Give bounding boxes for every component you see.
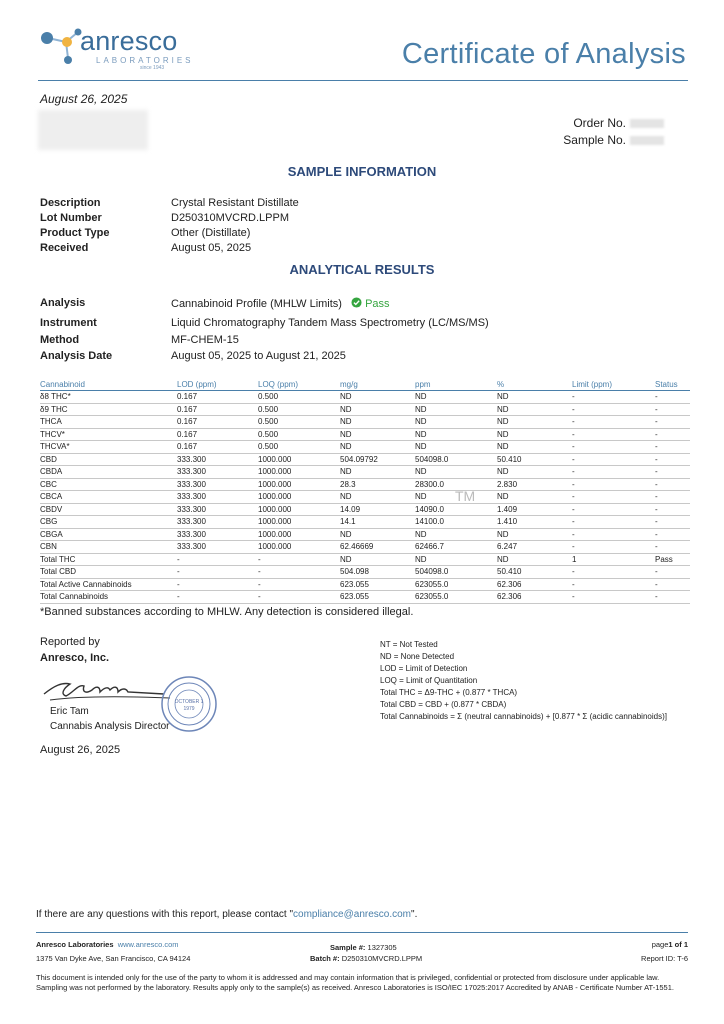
table-cell: 0.500 [258,428,340,441]
table-cell: 0.500 [258,403,340,416]
table-cell: - [655,428,690,441]
footer-sample-number: Sample #: 1327305 [330,943,397,952]
table-cell: ND [340,428,415,441]
table-row [40,553,690,566]
column-header: ppm [415,378,497,391]
table-cell: 333.300 [177,478,258,491]
table-cell: - [572,391,655,404]
table-cell: 1.410 [497,516,572,529]
legend-item: Total Cannabinoids = Σ (neutral cannabinoids) + [0.877 * Σ (acidic cannabinoids)] [380,712,667,721]
signer-name: Eric Tam [50,706,89,717]
table-cell: 14090.0 [415,503,497,516]
table-cell: - [258,578,340,591]
table-cell: ND [340,528,415,541]
table-cell: - [655,453,690,466]
table-cell: - [572,578,655,591]
table-cell: ND [497,403,572,416]
table-cell: ND [340,441,415,454]
legend-item: LOQ = Limit of Quantitation [380,676,478,685]
cannabinoid-results-table [40,378,690,604]
table-cell: ND [340,553,415,566]
table-cell: - [572,541,655,554]
table-cell: 1000.000 [258,503,340,516]
table-cell: 623055.0 [415,591,497,604]
table-cell: 333.300 [177,491,258,504]
table-cell: - [655,441,690,454]
table-cell: 50.410 [497,566,572,579]
sample-info-heading: SAMPLE INFORMATION [287,164,437,179]
sample-info-value: Crystal Resistant Distillate [171,197,299,209]
table-cell: - [177,553,258,566]
table-cell: ND [415,491,497,504]
footer-batch-number: Batch #: D250310MVCRD.LPPM [310,954,423,963]
instrument-value: Liquid Chromatography Tandem Mass Spectrometry (LC/MS/MS) [171,317,489,329]
pass-badge: Pass [365,298,390,310]
footer-report-id: Report ID: T-6 [641,954,688,963]
column-header: Cannabinoid [40,378,177,391]
table-cell: - [655,416,690,429]
sample-info-value: Other (Distillate) [171,227,251,239]
table-row [40,491,690,504]
table-cell: ND [415,528,497,541]
svg-text:OCTOBER 1: OCTOBER 1 [174,699,204,705]
website-link[interactable]: www.anresco.com [117,940,179,949]
table-cell: 2.830 [497,478,572,491]
table-row [40,503,690,516]
table-cell: - [655,503,690,516]
table-cell: - [655,391,690,404]
table-row [40,591,690,604]
table-cell: CBG [40,516,177,529]
table-cell: - [655,478,690,491]
table-cell: CBD [40,453,177,466]
table-cell: - [655,403,690,416]
table-cell: ND [497,428,572,441]
table-cell: 28.3 [340,478,415,491]
table-cell: 0.500 [258,416,340,429]
redacted-order-number [630,119,664,128]
table-cell: - [655,466,690,479]
table-cell: 50.410 [497,453,572,466]
check-circle-icon [351,297,362,308]
handwritten-signature [40,672,180,708]
table-cell: 1000.000 [258,466,340,479]
table-cell: CBC [40,478,177,491]
reported-by-label: Reported by [40,636,100,648]
legend-item: Total CBD = CBD + (0.877 * CBDA) [380,700,507,709]
table-cell: 62466.7 [415,541,497,554]
table-cell: THCVA* [40,441,177,454]
table-cell: - [655,516,690,529]
table-cell: 1.409 [497,503,572,516]
table-cell: - [572,566,655,579]
table-cell: ND [340,391,415,404]
table-row [40,441,690,454]
table-cell: Total CBD [40,566,177,579]
table-cell: 14100.0 [415,516,497,529]
table-cell: ND [497,441,572,454]
table-row [40,541,690,554]
table-row [40,403,690,416]
table-cell: Total THC [40,553,177,566]
sample-info-value: August 05, 2025 [171,242,252,254]
sample-info-value: D250310MVCRD.LPPM [171,212,289,224]
legend-item: ND = None Detected [380,652,455,661]
contact-line: If there are any questions with this report, please contact "compliance@anresco.com". [36,909,418,920]
table-cell: - [572,528,655,541]
table-row [40,578,690,591]
table-row [40,428,690,441]
footer-address: 1375 Van Dyke Ave, San Francisco, CA 94124 [36,954,191,963]
sample-info-label: Product Type [40,227,110,239]
table-cell: 504098.0 [415,453,497,466]
table-cell: ND [415,428,497,441]
table-cell: 14.09 [340,503,415,516]
table-cell: THCV* [40,428,177,441]
table-cell: - [258,553,340,566]
logo-wordmark: anresco [80,26,178,56]
table-cell: - [572,491,655,504]
table-cell: - [258,591,340,604]
table-cell: - [655,528,690,541]
sample-number: Sample No. [563,133,664,147]
table-header-row [40,378,690,391]
table-cell: - [572,403,655,416]
redacted-address [38,110,148,150]
table-cell: CBDV [40,503,177,516]
table-cell: 504.098 [340,566,415,579]
table-cell: ND [340,491,415,504]
table-cell: 333.300 [177,503,258,516]
analysis-value: Cannabinoid Profile (MHLW Limits) Pass [171,298,390,310]
legend-item: LOD = Limit of Detection [380,664,468,673]
table-cell: 333.300 [177,466,258,479]
reporting-company: Anresco, Inc. [40,652,110,664]
table-cell: ND [415,391,497,404]
abbreviations-legend [380,639,667,723]
column-header: Status [655,378,690,391]
column-header: LOQ (ppm) [258,378,340,391]
table-cell: 623055.0 [415,578,497,591]
table-cell: 0.167 [177,391,258,404]
footer-divider [36,932,688,933]
table-cell: 1000.000 [258,491,340,504]
column-header: LOD (ppm) [177,378,258,391]
footer-page-number: page1 of 1 [651,940,688,949]
table-cell: 0.167 [177,416,258,429]
table-cell: CBN [40,541,177,554]
banned-substances-note: *Banned substances according to MHLW. Any detection is considered illegal. [40,606,414,618]
table-cell: - [655,541,690,554]
table-cell: ND [415,441,497,454]
table-cell: CBGA [40,528,177,541]
sample-info-label: Lot Number [40,212,102,224]
table-cell: 0.500 [258,441,340,454]
table-cell: 1000.000 [258,541,340,554]
table-cell: - [177,591,258,604]
table-cell: ND [497,466,572,479]
table-cell: 62.306 [497,591,572,604]
table-cell: - [572,478,655,491]
table-cell: ND [415,403,497,416]
order-number: Order No. [573,116,664,130]
table-cell: ND [415,466,497,479]
table-cell: 333.300 [177,528,258,541]
page-title: Certificate of Analysis [401,38,686,70]
table-cell: 1000.000 [258,528,340,541]
logo-since: since 1943 [140,65,165,71]
table-row [40,528,690,541]
table-cell: 6.247 [497,541,572,554]
table-cell: 1000.000 [258,453,340,466]
table-cell: ND [497,491,572,504]
table-cell: 28300.0 [415,478,497,491]
table-cell: - [572,503,655,516]
table-cell: 504098.0 [415,566,497,579]
redacted-sample-number [630,136,664,145]
table-cell: - [655,591,690,604]
analysis-label: Analysis [40,297,86,309]
table-cell: ND [497,391,572,404]
table-cell: 14.1 [340,516,415,529]
table-cell: ND [497,528,572,541]
table-cell: δ8 THC* [40,391,177,404]
table-cell: 333.300 [177,516,258,529]
table-cell: - [572,441,655,454]
table-cell: 504.09792 [340,453,415,466]
signature-date: August 26, 2025 [40,744,121,756]
table-cell: - [572,428,655,441]
table-row [40,516,690,529]
table-cell: CBDA [40,466,177,479]
table-row [40,566,690,579]
table-cell: ND [415,416,497,429]
table-cell: 1 [572,553,655,566]
table-cell: ND [340,416,415,429]
table-cell: 62.46669 [340,541,415,554]
table-cell: THCA [40,416,177,429]
analytical-results-heading: ANALYTICAL RESULTS [289,262,435,277]
table-cell: 0.167 [177,403,258,416]
legal-disclaimer: This document is intended only for the use of the party to whom it is addressed and may contain information that is privileged, confidential or protected from disclosure under applicable law. Sampling was not performed by the laboratory. Results apply only to the sample(s) as received. Anresco Laboratories is ISO/IEC 17025:2017 Accredited by ANAB - Certificate Number AT-1551. [36,973,674,992]
table-cell: ND [415,553,497,566]
table-cell: - [572,453,655,466]
table-cell: 0.167 [177,428,258,441]
column-header: % [497,378,572,391]
table-cell: - [655,491,690,504]
table-cell: ND [340,466,415,479]
trademark-watermark: TM [455,488,476,504]
table-cell: - [177,566,258,579]
table-row [40,453,690,466]
table-cell: ND [497,553,572,566]
table-row [40,478,690,491]
report-date: August 26, 2025 [40,92,128,106]
table-cell: 1000.000 [258,478,340,491]
sample-info-label: Description [40,197,101,209]
table-cell: - [177,578,258,591]
table-cell: - [655,566,690,579]
table-cell: ND [340,403,415,416]
sample-info-label: Received [40,242,89,254]
table-cell: 623.055 [340,578,415,591]
analysis-date-value: August 05, 2025 to August 21, 2025 [171,350,346,362]
table-cell: 62.306 [497,578,572,591]
table-cell: - [572,516,655,529]
table-cell: ND [497,416,572,429]
legend-item: Total THC = Δ9-THC + (0.877 * THCA) [380,688,518,697]
compliance-email-link[interactable]: compliance@anresco.com [293,909,412,920]
table-cell: Pass [655,553,690,566]
table-cell: 623.055 [340,591,415,604]
table-cell: 0.500 [258,391,340,404]
footer-company-line: Anresco Laboratories www.anresco.com [36,940,179,949]
table-cell: 1000.000 [258,516,340,529]
method-value: MF-CHEM-15 [171,334,239,346]
table-cell: - [572,416,655,429]
legend-item: NT = Not Tested [380,640,438,649]
signer-title: Cannabis Analysis Director [50,721,170,732]
table-cell: - [572,591,655,604]
analysis-date-label: Analysis Date [40,350,113,362]
column-header: mg/g [340,378,415,391]
table-cell: δ9 THC [40,403,177,416]
table-cell: - [655,578,690,591]
table-row [40,391,690,404]
instrument-label: Instrument [40,317,97,329]
header-divider [38,80,688,81]
table-row [40,416,690,429]
table-cell: - [572,466,655,479]
table-row [40,466,690,479]
svg-text:1979: 1979 [183,706,195,712]
table-cell: 333.300 [177,541,258,554]
method-label: Method [40,334,80,346]
column-header: Limit (ppm) [572,378,655,391]
table-cell: Total Cannabinoids [40,591,177,604]
table-cell: 333.300 [177,453,258,466]
table-cell: CBCA [40,491,177,504]
table-cell: 0.167 [177,441,258,454]
table-cell: Total Active Cannabinoids [40,578,177,591]
logo-subtitle: LABORATORIES [96,56,194,65]
table-cell: - [258,566,340,579]
